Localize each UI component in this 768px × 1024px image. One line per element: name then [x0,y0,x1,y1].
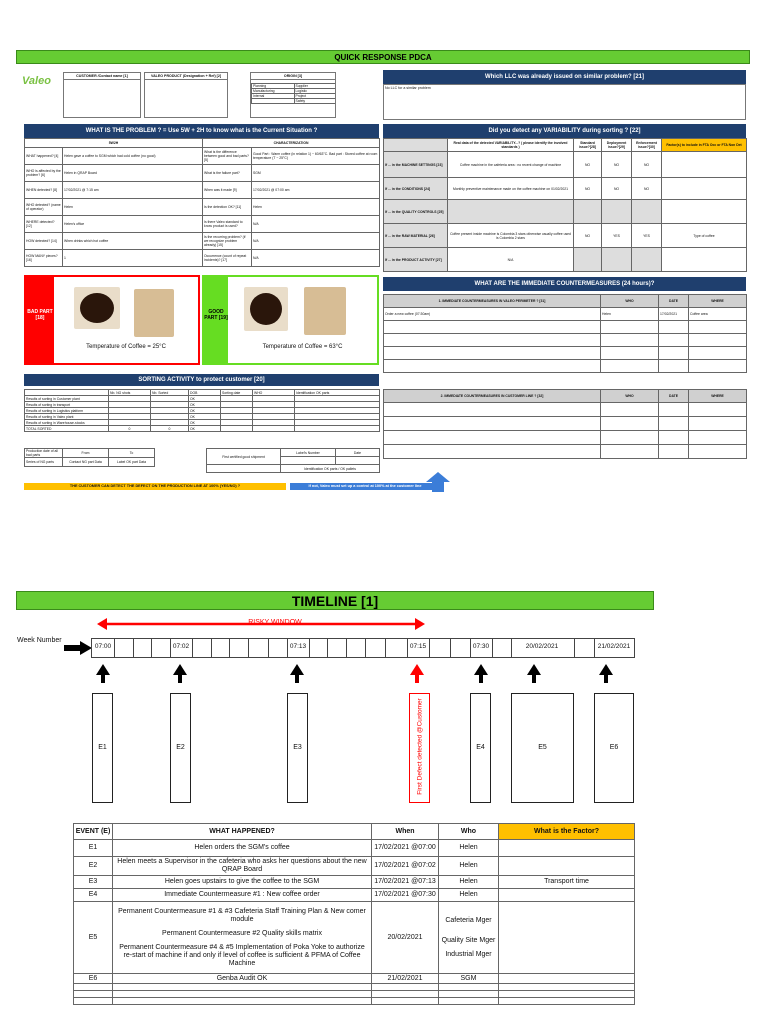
good-cup-photo [304,287,346,335]
week-cell-divider [192,638,193,658]
week-arrow-icon [64,641,92,655]
week-cell-divider [327,638,328,658]
footer-valeo-control: If not, Valeo must set up a control at 100% at the customer line [290,483,440,490]
week-cell-divider [365,638,366,658]
good-temp-text: Temperature of Coffee = 63°C [262,344,343,350]
good-coffee-photo [244,287,288,331]
origin-box: ORIGIN [3] Planning Supplier Manufacturing Logistic Internal Project Safety [250,72,336,118]
pdca-title: QUICK RESPONSE PDCA [16,50,750,64]
week-cell-divider [248,638,249,658]
time-label-2: 07:13 [289,643,307,650]
sorting-title: SORTING ACTIVITY to protect customer [20] [24,374,379,386]
time-label-0: 07:00 [94,643,112,650]
week-cell-divider [133,638,134,658]
time-label-4: 07:30 [472,643,490,650]
week-number-label: Week Number [17,637,62,644]
week-cell-divider [492,638,493,658]
event-box-e5: E5 [511,693,574,803]
good-part-label: GOOD PART [19] [204,309,228,321]
header-when: When [372,824,439,840]
customer-box: CUSTOMER /Contact name [1] [63,72,141,118]
table-row: E1 Helen orders the SGM's coffee 17/02/2021 @07:00 Helen [74,840,635,857]
first-defect-box [409,693,430,803]
bad-part-panel [24,275,200,365]
variability-title: Did you detect any VARIABILITY during sorting ? [22] [383,124,746,138]
table-row: E4 Immediate Countermeasure #1 : New coffee order 17/02/2021 @07:30 Helen [74,889,635,902]
countermeasures-customer-table: 2. IMMEDIATE COUNTERMEASURES IN CUSTOMER LINE ? [32] WHO DATE WHERE [383,389,747,459]
problem-title: WHAT IS THE PROBLEM ? = Use 5W + 2H to know what is the Current Situation ? [24,124,379,138]
event-box-e1: E1 [92,693,113,803]
problem-table: 5W2H CHARACTERIZATION WHAT happened? [4] Helen gave a coffee to SGM which had cold coffee (no good) What is the difference between good and bad parts? [5] Good Part : Warm coffee (in relation 1) ~ 60/63°C. Bad part : Stored coffee at room temperature (T ~ 25°C) WHO is affected by the problem? [6] Helen in QRAP Board What is the failure part? SGM WHEN detected? [8] 17/02/2021 @ 7:15 am When was it made [9] 17/02/2021 @ 07:00 am WHO detected? (name of operator) Helen Is the detection OK? [11] Helen WHERE detected? [12] Helen's office Is there Valeo standard to know product is used? N/A HOW detected? [14] When drinks which hot coffee Is the recurring problem? (if we recognize problem already) [15] N/A HOW MANY pieces? [16] 1 Occurrence (count of repeat incidents)? [17] N/A [24,138,380,267]
table-row: E5 Permanent Countermeasure #1 & #3 Cafeteria Staff Training Plan & New comer module Permanent Countermeasure #2 Quality skills matrix Permanent Countermeasure #4 & #5 Implementation of Poka Yoke to authorize re-start of machine if and only if level of coffee is sufficient & PFMA of Coffee Machine 20/02/2021 Cafeteria Mger Quality Site Mger Industrial Mger [74,902,635,974]
bad-coffee-photo [74,287,120,329]
valeo-logo: Valeo [22,75,51,87]
production-date-table: Production date of all bad parts From To Series of NG parts Contact NG part Data Label OK part Data [24,448,155,467]
llc-text: No LLC for a similar problem [385,86,431,90]
time-label-5: 20/02/2021 [525,643,559,650]
llc-box [383,84,746,120]
product-box: VALEO PRODUCT (Designation + Ref) [2] [144,72,228,118]
bad-cup-photo [134,289,174,337]
table-row: E6 Genba Audit OK 21/02/2021 SGM [74,974,635,984]
header-who: Who [439,824,499,840]
header-what: WHAT HAPPENED? [113,824,372,840]
timeline-table [73,823,635,1005]
week-cell-divider [574,638,575,658]
week-cell-divider [114,638,115,658]
week-cell-divider [450,638,451,658]
event-box-e6: E6 [594,693,634,803]
week-cell-divider [385,638,386,658]
week-cell-divider [309,638,310,658]
origin-grid: Planning Supplier Manufacturing Logistic Internal Project Safety [251,83,336,104]
llc-title: Which LLC was already issued on similar problem? [21] [383,70,746,84]
first-defect-text: First Defect detected @Customer [416,698,424,795]
variability-table: Real data of the detected VARIABILITY...? ( please identify the involved standards ) Standard issue?[28] Deployment issue?[29] Enforcement issue?[30] Factor(s) to include in FTA Occ or FTA Non Det If ... in the MACHINE SETTINGS [23] Coffee machine in the cafeteria area : no recent change of machine NO NO NO If ... in the CONDITIONS [24] Monthly preventive maintenance made on the coffee machine on 01/02/2021 NO NO NO If ... in the QUALITY CONTROLS [25] If ... in the RAW MATERIAL [26] Coffee present inside machine is Colombia 3 stars otherwise usually coffee used is Colombia 2 stars NO YES YES Type of coffee If ... in the PRODUCT ACTIVITY [27] N/A [383,138,747,272]
bad-part-label: BAD PART [18] [27,309,53,321]
table-row: E2 Helen meets a Supervisor in the cafeteria who asks her questions about the new QRAP Board 17/02/2021 @07:02 Helen [74,857,635,876]
risky-window-label: RISKY WINDOW [248,619,302,626]
header-event: EVENT (E) [74,824,113,840]
footer-customer-detect: THE CUSTOMER CAN DETECT THE DEFECT ON THE PRODUCTION LINE AT 100% (YES/NO) ? [24,483,286,490]
header-factor: What is the Factor? [499,824,635,840]
week-cell-divider [268,638,269,658]
week-cell-divider [151,638,152,658]
timeline-title: TIMELINE [1] [16,591,654,610]
time-label-6: 21/02/2021 [597,643,631,650]
week-cell-divider [346,638,347,658]
sorting-table: Nb. NG shots Nb. Sorted DOB Sorting date WHO Identification OK parts Results of sorting in Customer plant OK Results of sorting in transport OK Results of sorting in Logistics platform OK Results of sorting in Valeo plant OK Results of sorting in Warehouse-stocks OK TOTAL SORTED 0 0 OK [24,389,380,432]
countermeasures-title: WHAT ARE THE IMMEDIATE COUNTERMEASURES (24 hours)? [383,277,746,291]
event-box-e4: E4 [470,693,491,803]
table-row: E3 Helen goes upstairs to give the coffee to the SGM 17/02/2021 @07:13 Helen Transport time [74,876,635,889]
blue-arrow-icon [425,472,451,492]
event-box-e2: E2 [170,693,191,803]
countermeasures-valeo-table: 1. IMMEDIATE COUNTERMEASURES IN VALEO PERIMETER ? [31] WHO DATE WHERE Order a new coffee (07:30am) Helen 17/02/2021 Coffee area [383,294,747,373]
week-cell-divider [511,638,512,658]
event-box-e3: E3 [287,693,308,803]
week-cell-divider [429,638,430,658]
bad-temp-text: Temperature of Coffee = 25°C [86,344,166,350]
first-shipment-table: First certified good shipment Label's Number Date Identification OK parts / OK pallets [206,448,380,473]
week-cell-divider [211,638,212,658]
time-label-1: 07:02 [172,643,190,650]
week-cell-divider [229,638,230,658]
time-label-3: 07:15 [409,643,427,650]
good-part-panel [202,275,379,365]
